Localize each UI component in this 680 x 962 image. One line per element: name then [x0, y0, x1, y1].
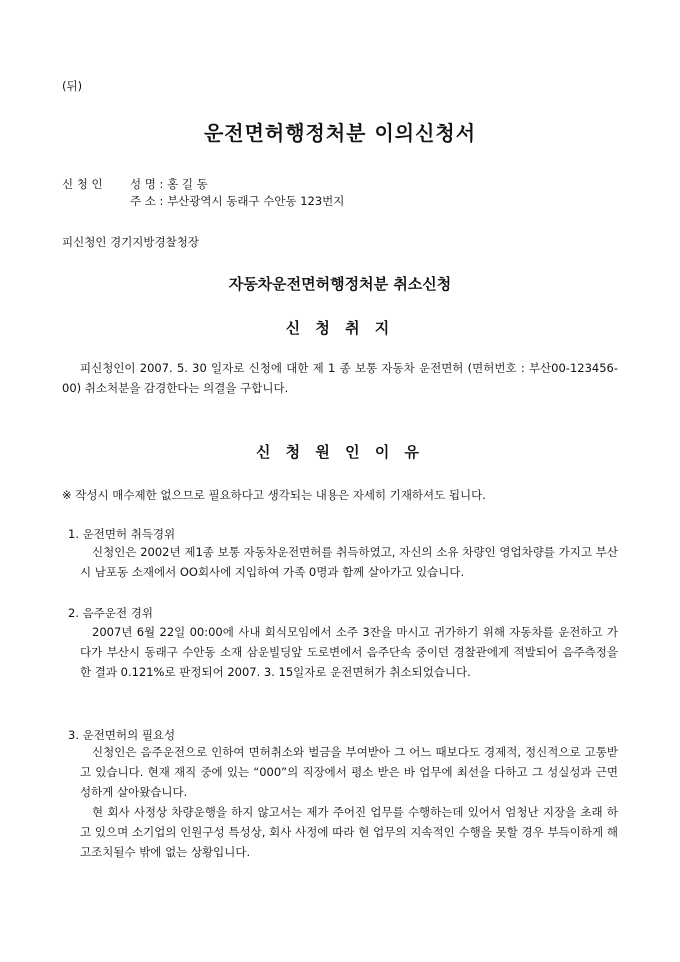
respondent-label: 피신청인 [62, 235, 107, 249]
item-3-title: 3. 운전면허의 필요성 [68, 728, 176, 742]
item-1-title: 1. 운전면허 취득경위 [68, 527, 176, 541]
reasons-note: ※ 작성시 매수제한 없으므로 필요하다고 생각되는 내용은 자세히 기재하셔도 됩니다. [62, 488, 486, 502]
item-3-paragraph-1: 신청인은 음주운전으로 인하여 면허취소와 벌금을 부여받아 그 어느 때보다도 경제적, 정신적으로 고통받고 있습니다. 현재 재직 중에 있는 “000”의 직장에서 평소 받은 바 업무에 최선을 다하고 그 성실성과 근면성하게 살아왔습니다. [80, 745, 618, 799]
reasons-heading: 신 청 원 인 이 유 [255, 443, 425, 461]
applicant-name-row [62, 176, 208, 192]
item-3-paragraph-2: 현 회사 사정상 차량운행을 하지 않고서는 제가 주어진 업무를 수행하는데 있어서 엄청난 지장을 초래 하고 있으며 소기업의 인원구성 특성상, 회사 사정에 따라 현 업무의 지속적인 수행을 못할 경우 부득이하게 해고조치될수 밖에 없는 상황입니다. [80, 805, 618, 859]
address-label: 주 소 : [130, 194, 164, 208]
applicant-address-row [130, 193, 344, 209]
item-1-paragraph: 신청인은 2002년 제1종 보통 자동차운전면허를 취득하였고, 자신의 소유 차량인 영업차량를 가지고 부산시 남포동 소재에서 OO회사에 지입하여 가족 0명과 함께 살아가고 있습니다. [80, 545, 618, 579]
case-title: 자동차운전면허행정처분 취소신청 [228, 275, 452, 293]
name-label: 성 명 : [130, 177, 164, 191]
applicant-address: 부산광역시 동래구 수안동 123번지 [167, 194, 345, 208]
applicant-label: 신 청 인 [62, 177, 103, 191]
purpose-heading: 신 청 취 지 [285, 319, 395, 337]
document-title: 운전면허행정처분 이의신청서 [203, 121, 477, 145]
item-2-title: 2. 음주운전 경위 [68, 606, 153, 620]
back-side-label: (뒤) [62, 79, 83, 93]
respondent-value: 경기지방경찰청장 [110, 235, 199, 249]
applicant-name: 홍 길 동 [167, 177, 208, 191]
purpose-text: 피신청인이 2007. 5. 30 일자로 신청에 대한 제 1 종 보통 자동차 운전면허 (면허번호 : 부산00-123456-00) 취소처분을 감경한다는 의결을 구합니다. [62, 361, 618, 395]
respondent-row [62, 234, 199, 250]
item-2-paragraph: 2007년 6월 22일 00:00에 사내 회식모임에서 소주 3잔을 마시고 귀가하기 위해 자동차를 운전하고 가다가 부산시 동래구 수안동 소재 삼운빌딩앞 도로변에서 음주단속 중이던 경찰관에게 적발되어 음주측정을 한 결과 0.121%로 판정되어 2007. 3. 15일자로 운전면허가 취소되었습니다. [80, 625, 618, 679]
